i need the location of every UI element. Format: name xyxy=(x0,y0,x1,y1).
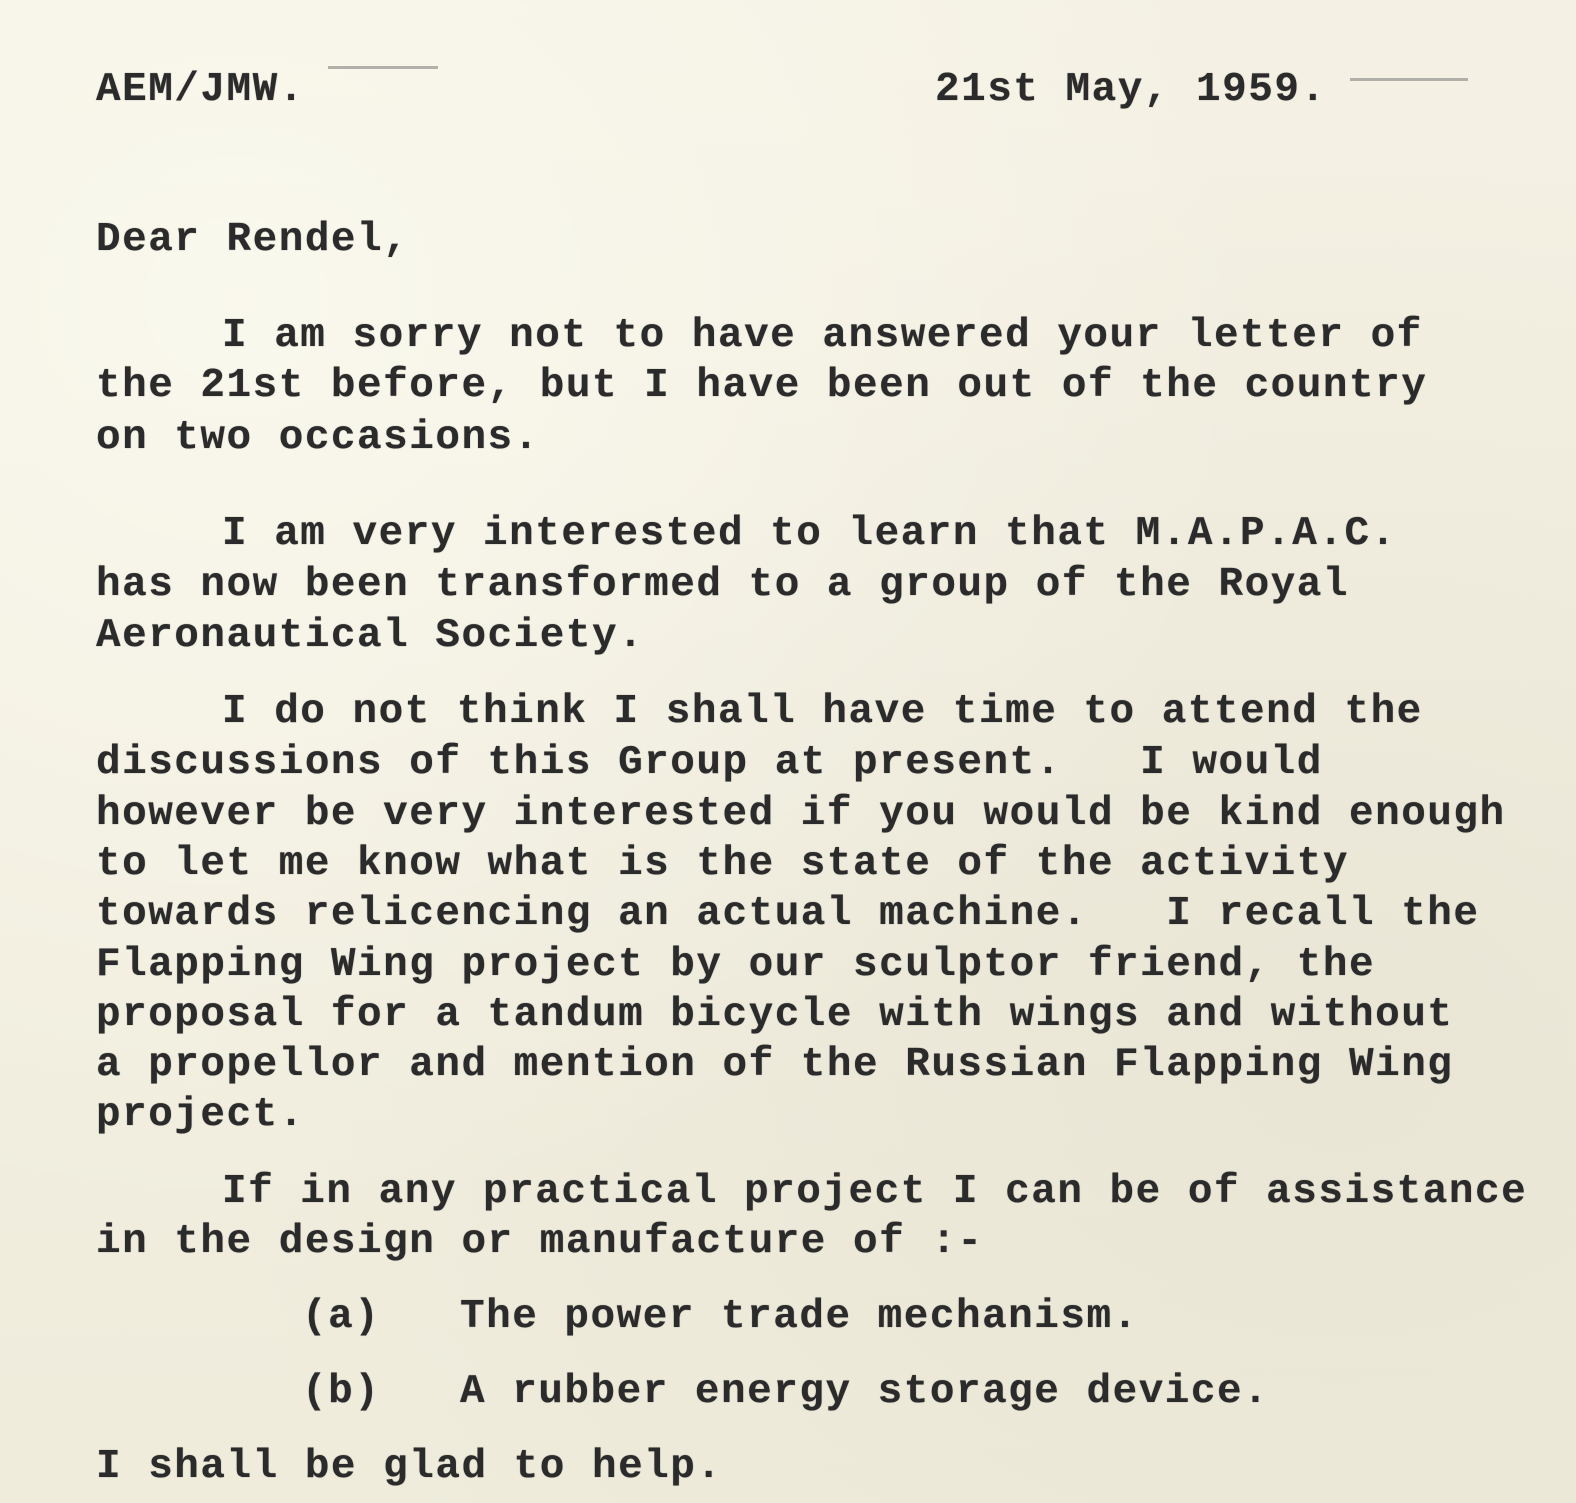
header-rule-left xyxy=(328,66,438,69)
paragraph-2-line: Aeronautical Society. xyxy=(96,613,645,659)
paragraph-2-line: I am very interested to learn that M.A.P.A.C. xyxy=(222,511,1397,557)
reference-code: AEM/JMW. xyxy=(96,67,305,113)
list-item-marker: (a) xyxy=(302,1294,381,1340)
paragraph-3-line: Flapping Wing project by our sculptor friend, the xyxy=(96,942,1376,988)
paragraph-3-line: project. xyxy=(96,1092,305,1138)
letter-date: 21st May, 1959. xyxy=(935,67,1327,113)
paragraph-3-line: discussions of this Group at present. I would xyxy=(96,740,1323,786)
paragraph-1-line: I am sorry not to have answered your letter of xyxy=(222,313,1423,359)
salutation: Dear Rendel, xyxy=(96,217,410,263)
paragraph-4-line: in the design or manufacture of :- xyxy=(96,1219,984,1265)
list-item-text: A rubber energy storage device. xyxy=(460,1369,1270,1415)
paragraph-1-line: the 21st before, but I have been out of the country xyxy=(96,363,1428,409)
paragraph-3-line: I do not think I shall have time to attend the xyxy=(222,689,1423,735)
paragraph-2-line: has now been transformed to a group of the Royal xyxy=(96,562,1349,608)
paragraph-3-line: towards relicencing an actual machine. I recall the xyxy=(96,891,1480,937)
paragraph-3-line: proposal for a tandum bicycle with wings and without xyxy=(96,992,1454,1038)
paragraph-4-line: If in any practical project I can be of assistance xyxy=(222,1169,1528,1215)
list-item-marker: (b) xyxy=(302,1369,381,1415)
paragraph-1-line: on two occasions. xyxy=(96,415,540,461)
closing-line: I shall be glad to help. xyxy=(96,1444,723,1490)
paragraph-3-line: a propellor and mention of the Russian Flapping Wing xyxy=(96,1042,1454,1088)
list-item-text: The power trade mechanism. xyxy=(460,1294,1139,1340)
paragraph-3-line: however be very interested if you would be kind enough xyxy=(96,791,1506,837)
paragraph-3-line: to let me know what is the state of the activity xyxy=(96,841,1349,887)
header-rule-right xyxy=(1350,78,1468,81)
